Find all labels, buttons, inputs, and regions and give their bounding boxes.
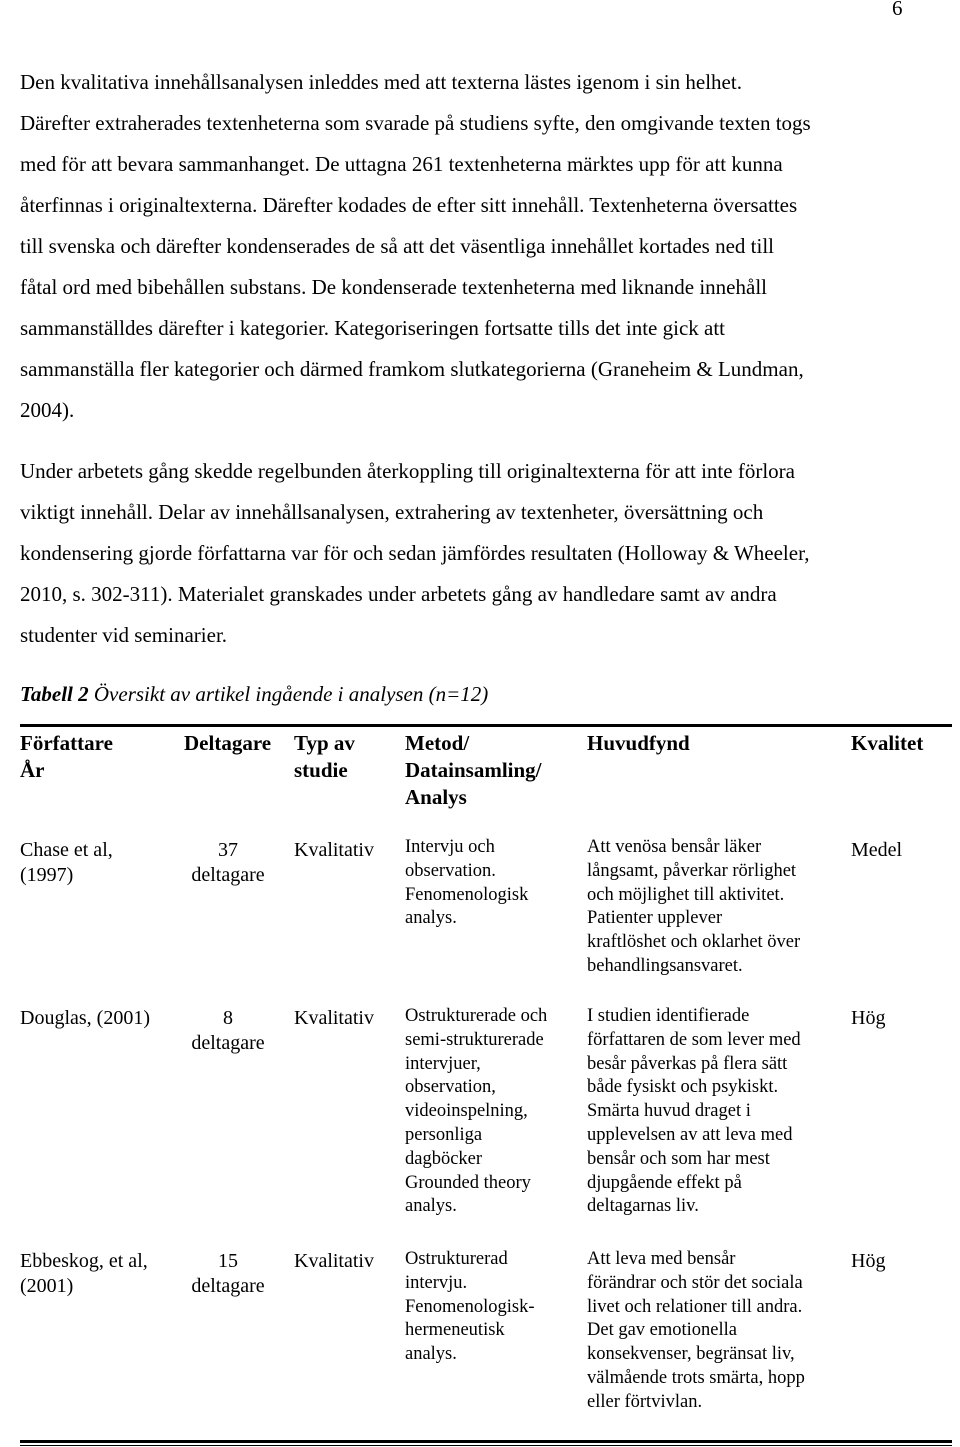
row-1-quality: Medel	[851, 839, 903, 861]
table-caption-label: Tabell 2	[20, 682, 89, 706]
row-3-author: Ebbeskog, et al, (2001)	[20, 1250, 148, 1297]
text-line: Därefter extraherades textenheterna som svarade på studiens syfte, den omgivande texten togs	[20, 111, 811, 135]
row-2-quality: Hög	[851, 1007, 886, 1029]
row-3-method: Ostrukturerad intervju. Fenomenologisk- hermeneutisk analys.	[405, 1249, 535, 1365]
header-type: Typ av studie	[294, 731, 355, 782]
header-quality: Kvalitet	[851, 731, 924, 755]
text-line: till svenska och därefter kondenserades de så att det väsentliga innehållet kortades ned till	[20, 234, 774, 258]
text-line: studenter vid seminarier.	[20, 623, 228, 647]
text-line: sammanställdes därefter i kategorier. Kategoriseringen fortsatte tills det inte gick att	[20, 316, 726, 340]
row-3-participants: 15 deltagare	[191, 1250, 265, 1297]
table-bottom-rule-thin	[20, 1445, 952, 1446]
row-2-method: Ostrukturerade och semi-strukturerade intervjuer, observation, videoinspelning, personliga dagböcker Grounded theory analys.	[405, 1006, 548, 1217]
row-2-type: Kvalitativ	[294, 1007, 374, 1029]
text-line: sammanställa fler kategorier och därmed framkom slutkategorierna (Graneheim & Lundman,	[20, 357, 804, 381]
header-author: Författare År	[20, 731, 113, 782]
row-2-author: Douglas, (2001)	[20, 1007, 150, 1029]
row-1-participants: 37 deltagare	[191, 839, 265, 886]
page-number: 6	[892, 0, 903, 20]
row-2-participants: 8 deltagare	[191, 1007, 265, 1054]
header-method: Metod/ Datainsamling/ Analys	[405, 731, 542, 809]
row-1-method: Intervju och observation. Fenomenologisk analys.	[405, 837, 529, 929]
row-2-findings: I studien identifierade författaren de som lever med besår påverkas på flera sätt både fysiskt och psykiskt. Smärta huvud draget i upplevelsen av att leva med bensår och som har mest djupgående effekt på deltagarnas liv.	[587, 1006, 801, 1217]
header-participants: Deltagare	[184, 731, 272, 755]
row-1-findings: Att venösa bensår läker långsamt, påverkar rörlighet och möjlighet till aktivitet. Patienter upplever kraftlöshet och oklarhet över behandlingsansvaret.	[587, 837, 801, 976]
row-3-quality: Hög	[851, 1250, 886, 1272]
row-3-type: Kvalitativ	[294, 1250, 374, 1272]
text-line: kondensering gjorde författarna var för och sedan jämfördes resultaten (Holloway & Wheeler,	[20, 541, 810, 565]
text-line: Den kvalitativa innehållsanalysen inleddes med att texterna lästes igenom i sin helhet.	[20, 70, 742, 94]
text-line: fåtal ord med bibehållen substans. De kondenserade textenheterna med liknande innehåll	[20, 275, 767, 299]
body-paragraph-1	[20, 62, 920, 431]
table-caption-text: Översikt av artikel ingående i analysen (n=12)	[88, 682, 489, 706]
text-line: återfinnas i originaltexterna. Därefter kodades de efter sitt innehåll. Textenheterna översattes	[20, 193, 798, 217]
row-1-type: Kvalitativ	[294, 839, 374, 861]
table-caption	[20, 682, 488, 707]
text-line: 2010, s. 302-311). Materialet granskades under arbetets gång av handledare samt av andra	[20, 582, 777, 606]
row-3-findings: Att leva med bensår förändrar och stör det sociala livet och relationer till andra. Det gav emotionella konsekvenser, begränsat liv, välmående trots smärta, hopp eller förtvivlan.	[587, 1249, 805, 1412]
table-bottom-rule	[20, 1440, 952, 1443]
text-line: med för att bevara sammanhanget. De uttagna 261 textenheterna märktes upp för att kunna	[20, 152, 783, 176]
body-paragraph-2	[20, 451, 920, 656]
row-1-author: Chase et al, (1997)	[20, 839, 113, 886]
text-line: 2004).	[20, 398, 75, 422]
text-line: Under arbetets gång skedde regelbunden återkoppling till originaltexterna för att inte förlora	[20, 459, 795, 483]
text-line: viktigt innehåll. Delar av innehållsanalysen, extrahering av textenheter, översättning och	[20, 500, 764, 524]
table-top-rule	[20, 724, 952, 727]
header-findings: Huvudfynd	[587, 731, 690, 755]
